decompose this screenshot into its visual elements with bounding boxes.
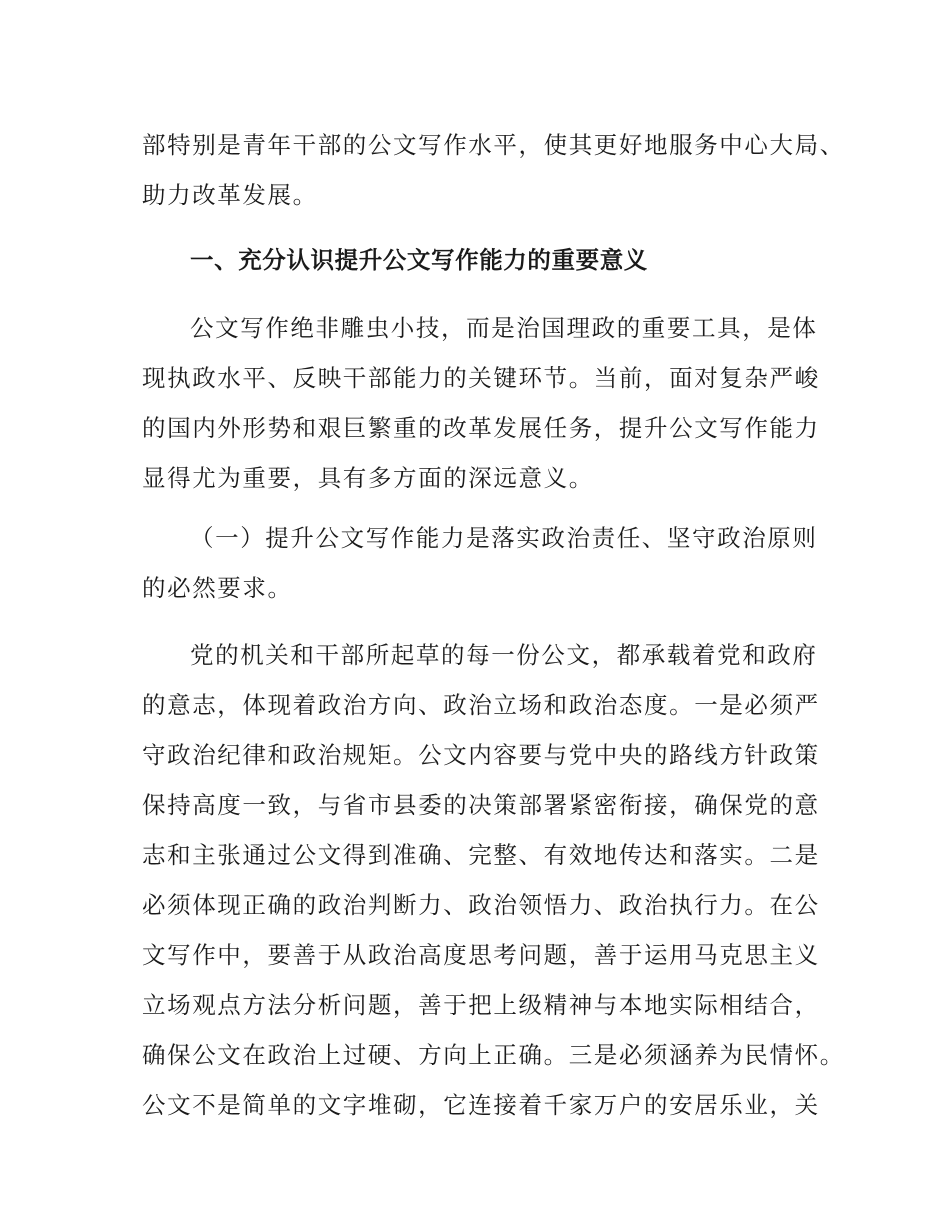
paragraph-line: 立场观点方法分析问题，善于把上级精神与本地实际相结合， [142,991,820,1019]
paragraph-line: 必须体现正确的政治判断力、政治领悟力、政治执行力。在公 [142,891,820,919]
paragraph-line: 文写作中，要善于从政治高度思考问题，善于运用马克思主义 [142,941,820,969]
paragraph-line: 的国内外形势和艰巨繁重的改革发展任务，提升公文写作能力 [142,414,820,442]
paragraph-line: 党的机关和干部所起草的每一份公文，都承载着党和政府 [190,641,818,669]
paragraph-line: 确保公文在政治上过硬、方向上正确。三是必须涵养为民情怀。 [142,1041,845,1069]
paragraph-line: 志和主张通过公文得到准确、完整、有效地传达和落实。二是 [142,841,820,869]
section-heading: 一、充分认识提升公文写作能力的重要意义 [190,246,648,274]
paragraph-line: 守政治纪律和政治规矩。公文内容要与党中央的路线方针政策 [142,741,820,769]
paragraph-line: 显得尤为重要，具有多方面的深远意义。 [142,464,594,492]
paragraph-line: 公文写作绝非雕虫小技，而是治国理政的重要工具，是体 [190,314,818,342]
subsection-heading: 的必然要求。 [142,574,293,602]
subsection-heading: （一）提升公文写作能力是落实政治责任、坚守政治原则 [190,524,818,552]
paragraph-line: 部特别是青年干部的公文写作水平，使其更好地服务中心大局、 [142,131,845,159]
paragraph-line: 助力改革发展。 [142,181,318,209]
paragraph-line: 公文不是简单的文字堆砌，它连接着千家万户的安居乐业，关 [142,1091,820,1119]
paragraph-line: 保持高度一致，与省市县委的决策部署紧密衔接，确保党的意 [142,791,820,819]
paragraph-line: 现执政水平、反映干部能力的关键环节。当前，面对复杂严峻 [142,364,820,392]
paragraph-line: 的意志，体现着政治方向、政治立场和政治态度。一是必须严 [142,691,820,719]
